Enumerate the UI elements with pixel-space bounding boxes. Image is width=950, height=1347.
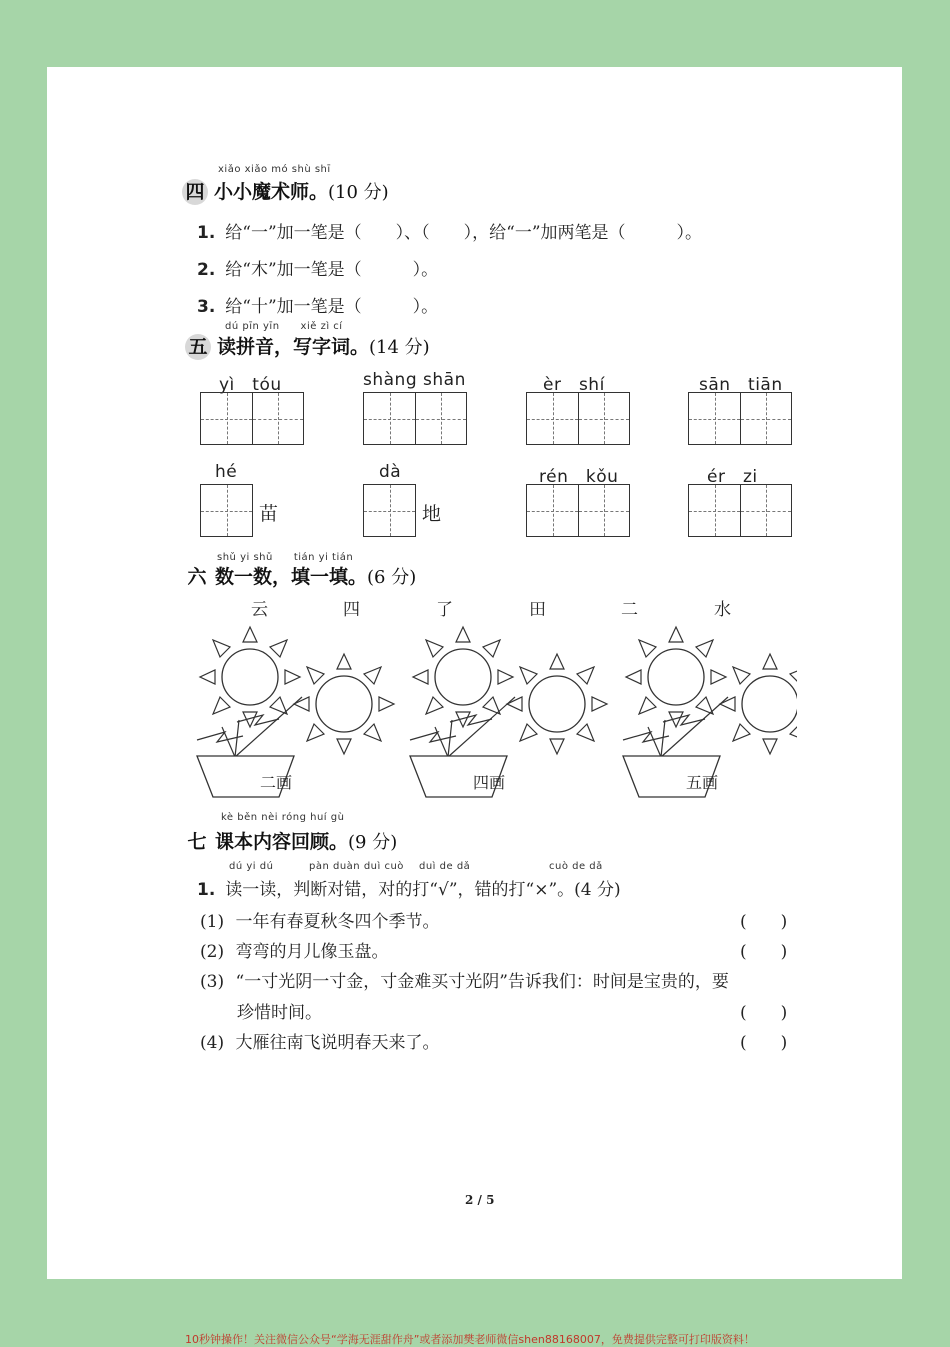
char-option-2[interactable]: 四 <box>343 600 360 620</box>
section6-score: (6 分) <box>367 567 417 588</box>
pot-label-1: 二画 <box>260 773 293 792</box>
pot-label-2: 四画 <box>473 773 506 792</box>
word5-grid[interactable] <box>200 484 253 537</box>
section7-sub1 <box>197 875 621 900</box>
item2-label: (2) <box>200 942 225 962</box>
section4-heading <box>182 177 389 205</box>
judge-item-4 <box>200 1028 440 1053</box>
section6-number: 六 <box>187 566 207 588</box>
q1-text: 给“一”加一笔是（ ）、（ ），给“一”加两笔是（ ）。 <box>225 223 703 243</box>
judge-item-2 <box>200 937 389 962</box>
word2-pinyin: shàng shān <box>363 370 466 390</box>
section4-q1 <box>197 218 702 243</box>
section7-pinyin: kè běn nèi róng huí gù <box>221 812 345 823</box>
item2-answer-paren[interactable]: ( ) <box>740 942 788 962</box>
section5-number: 五 <box>185 334 211 360</box>
word2-grid[interactable] <box>363 392 467 445</box>
item3-answer-paren[interactable]: ( ) <box>740 1003 788 1023</box>
section6-pinyin: shǔ yi shǔ tián yi tián <box>217 552 354 563</box>
section7-heading <box>185 827 397 854</box>
char-option-6[interactable]: 水 <box>714 600 731 620</box>
item3-text: “一寸光阴一寸金，寸金难买寸光阴”告诉我们：时间是宝贵的，要 <box>235 972 729 992</box>
item4-answer-paren[interactable]: ( ) <box>740 1033 788 1053</box>
word6-grid[interactable] <box>363 484 416 537</box>
word7-pinyin: rén kǒu <box>539 467 619 487</box>
page-number: 2 / 5 <box>465 1193 495 1207</box>
section6-title: 数一数，填一填。 <box>215 566 368 588</box>
word7-grid[interactable] <box>526 484 630 537</box>
q3-text: 给“十”加一笔是（ ）。 <box>225 297 439 317</box>
char-option-5[interactable]: 二 <box>621 600 638 620</box>
word1-grid[interactable] <box>200 392 304 445</box>
word3-grid[interactable] <box>526 392 630 445</box>
char-option-3[interactable]: 了 <box>436 600 453 620</box>
section4-q3 <box>197 292 438 317</box>
section4-pinyin: xiǎo xiǎo mó shù shī <box>218 164 331 175</box>
item3-text-continued: 珍惜时间。 <box>237 1003 322 1023</box>
sub-pinyin-1: dú yi dú <box>229 861 274 872</box>
q3-index: 3. <box>197 297 216 317</box>
section7-number: 七 <box>187 831 207 853</box>
word5-suffix: 苗 <box>259 503 279 525</box>
section4-title: 小小魔术师。 <box>214 181 329 203</box>
judge-item-1 <box>200 907 440 932</box>
char-option-4[interactable]: 田 <box>529 600 546 620</box>
item1-text: 一年有春夏秋冬四个季节。 <box>235 912 440 932</box>
word5-pinyin: hé <box>215 462 238 482</box>
sub-pinyin-4: cuò de dǎ <box>549 861 603 872</box>
item4-label: (4) <box>200 1033 225 1053</box>
word3-pinyin: èr shí <box>543 375 605 395</box>
sub1-text: 读一读，判断对错，对的打“√”，错的打“×”。(4 分) <box>225 880 621 900</box>
word8-pinyin: ér zi <box>707 467 758 487</box>
sub1-index: 1. <box>197 880 216 900</box>
section5-heading <box>185 332 430 360</box>
section4-q2 <box>197 255 438 280</box>
char-option-1[interactable]: 云 <box>251 600 268 620</box>
word4-pinyin: sān tiān <box>699 375 783 395</box>
section7-title: 课本内容回顾。 <box>215 831 349 853</box>
section6-heading <box>185 562 416 589</box>
item1-answer-paren[interactable]: ( ) <box>740 912 788 932</box>
worksheet-page <box>47 67 902 1279</box>
sub-pinyin-3: duì de dǎ <box>419 861 471 872</box>
q2-index: 2. <box>197 260 216 280</box>
section4-score: (10 分) <box>328 182 389 203</box>
q2-text: 给“木”加一笔是（ ）。 <box>225 260 439 280</box>
section5-title: 读拼音，写字词。 <box>217 336 370 358</box>
word8-grid[interactable] <box>688 484 792 537</box>
item2-text: 弯弯的月儿像玉盘。 <box>235 942 389 962</box>
section5-pinyin: dú pīn yīn xiě zì cí <box>225 321 343 332</box>
pot-label-3: 五画 <box>686 773 719 792</box>
section5-score: (14 分) <box>369 337 430 358</box>
word1-pinyin: yì tóu <box>219 375 282 395</box>
judge-item-3 <box>200 967 729 992</box>
sub-pinyin-2: pàn duàn duì cuò <box>309 861 404 872</box>
word6-suffix: 地 <box>422 503 442 525</box>
section4-number: 四 <box>182 179 208 205</box>
section7-score: (9 分) <box>348 832 398 853</box>
footer-promo-text: 10秒钟操作！关注微信公众号“学海无涯甜作舟”或者添加樊老师微信shen88168007，免费提供完整可打印版资料！ <box>185 1333 755 1346</box>
q1-index: 1. <box>197 223 216 243</box>
word4-grid[interactable] <box>688 392 792 445</box>
word6-pinyin: dà <box>379 462 402 482</box>
item4-text: 大雁往南飞说明春天来了。 <box>235 1033 440 1053</box>
item3-label: (3) <box>200 972 225 992</box>
item1-label: (1) <box>200 912 225 932</box>
